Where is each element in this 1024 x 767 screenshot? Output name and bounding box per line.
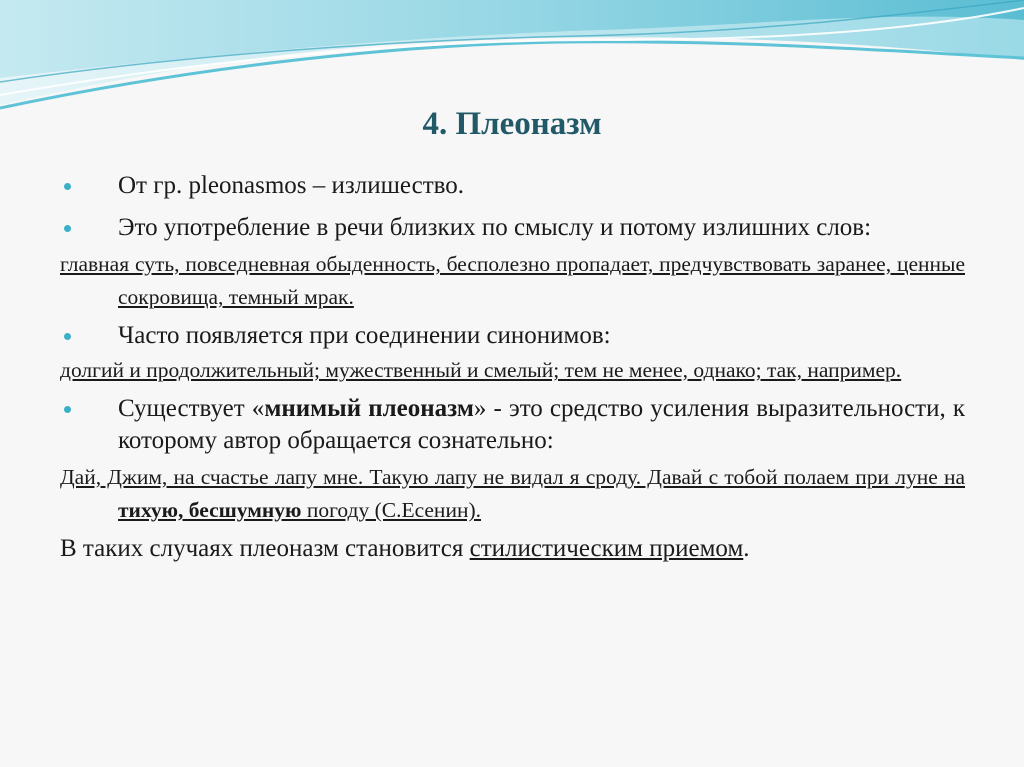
bullet-text: Часто появляется при соединении синонимов:: [118, 322, 611, 349]
slide-title: 4. Плеоназм: [422, 106, 602, 142]
bullet-text-start: Существует «: [118, 395, 265, 422]
conclusion-end: .: [743, 535, 750, 562]
conclusion: [60, 533, 965, 565]
quote-text-end: погоду (С.Есенин).: [301, 498, 481, 522]
bullet-dot-icon: [64, 333, 71, 340]
example-quote: [60, 461, 965, 527]
quote-text-start: Дай, Джим, на счастье лапу мне. Такую лапу не видал я сроду. Давай с тобой полаем при луне на: [60, 465, 965, 489]
bullet-dot-icon: [64, 406, 71, 413]
bullet-dot-icon: [64, 183, 71, 190]
bullet-dot-icon: [64, 225, 71, 232]
bullet-definition: [60, 212, 965, 244]
conclusion-text: В таких случаях плеоназм становится: [60, 535, 470, 562]
bullet-synonyms: [60, 320, 965, 352]
quote-text-bold: тихую, бесшумную: [118, 498, 302, 522]
slide-body: [60, 170, 965, 565]
bullet-imaginary-pleonasm: [60, 393, 965, 457]
bullet-text: От гр. pleonasmos – излишество.: [118, 172, 465, 199]
example-list-1: главная суть, повседневная обыденность, бесполезно пропадает, предчувствовать заранее, ценные сокровища, темный мрак.: [60, 252, 965, 309]
conclusion-term: стилистическим приемом: [469, 535, 744, 562]
bullet-text-bold: мнимый плеоназм: [264, 395, 474, 422]
bullet-text-end: » - это средство усиления выразительности, к которому автор обращается сознательно:: [118, 395, 965, 454]
example-list-2: долгий и продолжительный; мужественный и смелый; тем не менее, однако; так, например.: [60, 358, 902, 382]
bullet-origin: [60, 170, 965, 202]
bullet-text: Это употребление в речи близких по смыслу и потому излишних слов:: [118, 214, 872, 241]
